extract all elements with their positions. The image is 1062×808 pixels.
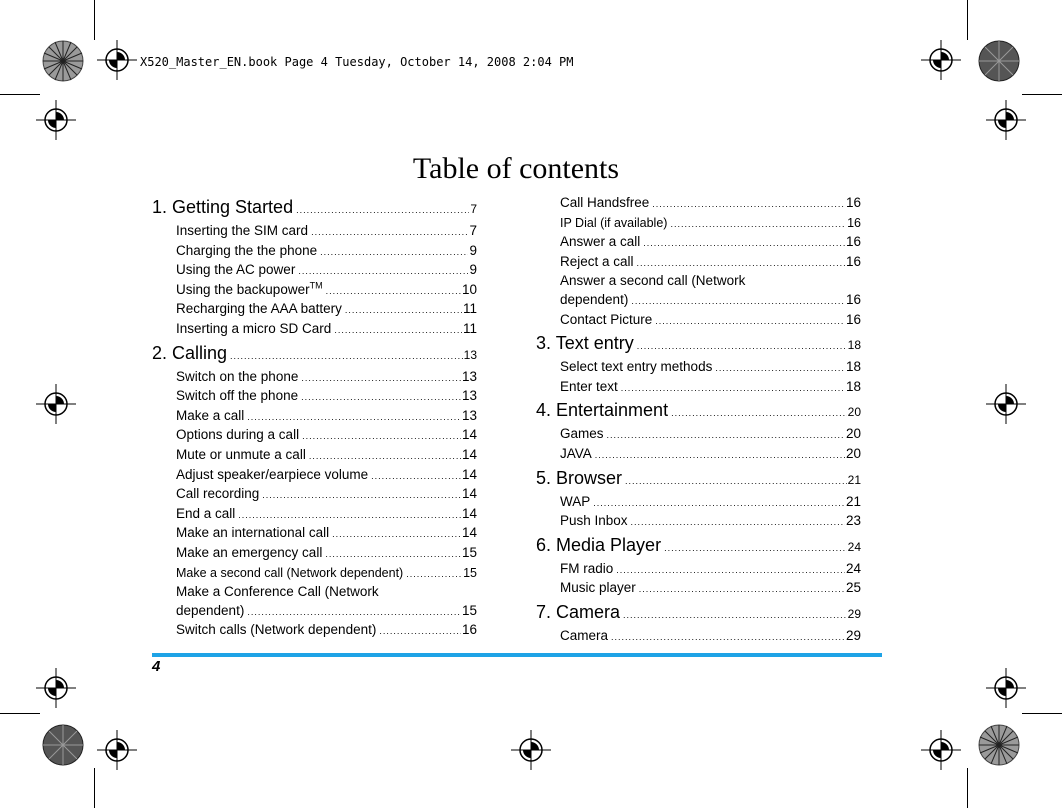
toc-chapter-entry[interactable] [536,398,861,425]
toc-entry-title [560,233,640,252]
registration-mark-icon [986,668,1026,708]
toc-entry-text: Games [560,426,604,442]
toc-entry-text: 7. Camera [536,601,621,622]
toc-entry-title [176,368,298,387]
toc-leader-dots [247,603,461,622]
toc-entry-text: Select text entry methods [560,359,713,375]
registration-mark-icon [97,40,137,80]
toc-entry-text: Contact Picture [560,311,653,327]
toc-entry-text: Reject a call [560,253,634,269]
toc-leader-dots [325,545,461,564]
toc-section-entry[interactable] [152,544,477,564]
toc-entry-title [536,533,661,557]
toc-page-number: 11 [462,320,477,336]
toc-page-number: 16 [845,311,861,327]
toc-leader-dots [652,195,845,214]
toc-section-entry[interactable] [536,579,861,599]
registration-mark-icon [986,384,1026,424]
toc-section-entry[interactable] [536,512,861,532]
toc-entry-text: Music player [560,580,636,596]
toc-entry-text: Push Inbox [560,513,628,529]
toc-page-number: 20 [845,445,861,461]
toc-page-number: 18 [847,338,861,353]
toc-leader-dots [621,379,845,398]
registration-mark-icon [36,100,76,140]
toc-entry-text: 1. Getting Started [152,197,294,217]
toc-section-entry[interactable] [536,560,861,580]
toc-page-number: 15 [461,602,477,618]
toc-entry-title [176,621,376,640]
toc-page-number: 16 [845,195,861,210]
toc-entry-title [176,320,331,339]
toc-page-number: 9 [469,242,477,258]
toc-page-number: 16 [845,291,861,307]
toc-entry-title [536,331,634,355]
toc-entry-title [176,446,306,465]
toc-page-number: 14 [461,446,477,462]
toc-leader-dots [262,486,461,505]
toc-page-number: 14 [461,525,477,541]
registration-mark-icon [97,730,137,770]
toc-leader-dots [406,565,462,584]
toc-page-number: 21 [845,493,861,509]
toc-entry-text: Using the AC power [176,262,296,278]
toc-entry-text: Inserting the SIM card [176,223,309,238]
toc-leader-dots [623,603,847,627]
toc-entry-text: 2. Calling [152,342,228,363]
toc-page-number: 15 [461,544,477,560]
toc-section-entry[interactable] [152,466,477,486]
toc-page-number: 7 [470,202,477,216]
toc-entry-title [560,311,652,330]
toc-entry-title [560,512,628,531]
toc-leader-dots [302,427,461,446]
registration-mark-icon [511,730,551,770]
crop-mark [94,0,95,40]
toc-section-entry[interactable] [536,493,861,513]
toc-section-entry[interactable] [152,485,477,505]
toc-page-number: 18 [845,378,861,394]
toc-entry-text: 4. Entertainment [536,400,669,421]
toc-page-number: 20 [845,426,861,442]
toc-page-number: 23 [845,513,861,529]
toc-entry-text: Switch calls (Network dependent) [176,622,377,638]
toc-leader-dots [334,321,462,340]
crop-mark [94,768,95,808]
toc-entry-title-continued: dependent) [176,602,245,618]
toc-section-entry[interactable] [152,300,477,320]
toc-page-number: 24 [845,560,861,576]
toc-entry-text: 5. Browser [536,467,623,488]
toc-page-number: 16 [847,215,861,230]
toc-leader-dots [309,447,461,466]
toc-leader-dots [643,234,845,253]
toc-entry-text: 3. Text entry [536,333,634,354]
toc-section-entry[interactable] [536,445,861,465]
toc-leader-dots [230,344,463,368]
crop-mark [1022,94,1062,95]
toc-section-entry[interactable] [536,253,861,273]
toc-entry-title: Make a Conference Call (Network [176,584,379,600]
toc-section-entry[interactable] [152,368,477,388]
toc-entry-title [176,426,299,445]
toc-left-column [152,194,477,641]
toc-page-number: 11 [462,301,477,317]
toc-chapter-entry[interactable] [536,533,861,560]
toc-entry-text: Switch off the phone [176,388,299,404]
toc-page-number: 14 [461,466,477,482]
toc-page-number: 20 [847,405,861,420]
toc-chapter-entry[interactable] [536,466,861,493]
toc-leader-dots [655,312,845,331]
toc-entry-text: End a call [176,505,236,521]
toc-leader-dots [320,243,468,262]
toc-entry-title [176,261,295,280]
toc-section-entry[interactable] [536,311,861,331]
toc-entry-line [176,602,477,622]
toc-entry-title [152,195,293,219]
footer-rule [152,653,882,657]
toc-leader-dots [301,388,461,407]
toc-entry-title [176,300,342,319]
registration-mark-icon [921,40,961,80]
crop-mark [0,713,40,714]
star-target-icon [38,36,88,86]
toc-page-number: 13 [461,407,477,423]
toc-entry-title: Answer a second call (Network [560,273,746,289]
toc-page-number: 21 [847,472,861,487]
toc-entry-title [176,242,317,261]
toc-entry-title [176,505,235,524]
registration-mark-icon [36,384,76,424]
toc-section-entry[interactable] [536,378,861,398]
toc-page-number: 13 [463,347,477,362]
crop-mark [0,94,40,95]
toc-entry-title [176,466,368,485]
toc-entry-text: Call recording [176,486,260,502]
crop-mark [967,768,968,808]
toc-entry-title [560,627,608,646]
toc-page-number: 14 [461,427,477,443]
star-target-icon [38,720,88,770]
toc-chapter-entry[interactable] [152,195,477,222]
toc-entry-title [152,341,227,365]
toc-section-entry[interactable] [152,621,477,641]
toc-page-number: 29 [847,606,861,621]
toc-leader-dots [631,292,845,311]
toc-entry-title [176,407,244,426]
toc-section-entry[interactable] [536,425,861,445]
toc-leader-dots [247,408,461,427]
toc-entry-text: Adjust speaker/earpiece volume [176,466,369,482]
toc-leader-dots [326,282,461,301]
registration-mark-icon [986,100,1026,140]
toc-page-number: 13 [461,388,477,404]
toc-leader-dots [379,622,461,641]
toc-entry-title [560,358,712,377]
toc-section-entry[interactable] [152,320,477,340]
toc-page-number: 16 [845,253,861,269]
toc-entry-text: WAP [560,493,591,509]
toc-entry-title [560,445,592,464]
toc-entry-text: Make an emergency call [176,544,323,560]
toc-entry-title [176,564,403,583]
toc-page-number: 16 [845,234,861,250]
toc-leader-dots [625,469,847,493]
toc-leader-dots [631,513,845,532]
toc-leader-dots [371,467,461,486]
crop-mark [967,0,968,40]
toc-section-entry[interactable] [152,524,477,544]
page-number: 4 [152,658,161,675]
toc-entry-title [560,579,636,598]
registration-mark-icon [36,668,76,708]
toc-leader-dots [637,254,845,273]
toc-leader-dots [637,334,847,358]
toc-section-entry[interactable] [152,564,477,584]
toc-page-number: 9 [469,262,477,278]
toc-entry-text: Charging the the phone [176,242,318,258]
toc-leader-dots [611,628,845,647]
toc-section-entry[interactable] [152,446,477,466]
toc-entry-title [536,600,620,624]
toc-leader-dots [345,301,462,320]
toc-section-entry[interactable] [536,627,861,647]
toc-entry-title [176,524,329,543]
star-target-icon [974,720,1024,770]
toc-entry-text: FM radio [560,560,614,576]
toc-entry-text: Recharging the AAA battery [176,301,342,317]
toc-leader-dots [639,580,845,599]
toc-leader-dots [670,215,846,234]
trademark-mark: TM [309,280,323,291]
toc-entry-title [560,378,618,397]
toc-entry-text: Options during a call [176,427,300,443]
toc-leader-dots [593,494,845,513]
toc-page-number: 15 [463,565,477,580]
toc-leader-dots [301,369,461,388]
toc-page-number: 29 [845,627,861,643]
toc-entry-text: Make an international call [176,525,330,541]
crop-mark [1022,713,1062,714]
toc-chapter-entry[interactable] [152,341,477,368]
toc-leader-dots [298,262,468,281]
toc-page-number: 14 [461,505,477,521]
toc-entry-text: Make a call [176,407,245,423]
print-header-slug: X520_Master_EN.book Page 4 Tuesday, October 14, 2008 2:04 PM [140,55,574,69]
toc-entry-text: JAVA [560,445,592,461]
toc-entry-text: Mute or unmute a call [176,446,306,462]
toc-section-entry[interactable] [152,281,477,301]
toc-section-entry[interactable] [536,272,861,310]
toc-entry-title [176,485,259,504]
toc-entry-line [560,291,861,311]
registration-mark-icon [921,730,961,770]
toc-entry-text: IP Dial (if available) [560,215,668,230]
toc-section-entry[interactable] [152,222,477,242]
toc-leader-dots [671,401,847,425]
toc-chapter-entry[interactable] [536,331,861,358]
toc-page-number: 14 [461,486,477,502]
toc-entry-text: Answer a call [560,234,641,250]
toc-section-entry[interactable] [152,426,477,446]
toc-page-number: 7 [469,223,477,238]
toc-section-entry[interactable] [152,583,477,621]
toc-entry-text: Camera [560,627,609,643]
toc-entry-text: 6. Media Player [536,534,662,555]
toc-entry-text: Make a second call (Network dependent) [176,565,404,580]
toc-entry-title [560,253,634,272]
toc-entry-title [536,398,668,422]
toc-leader-dots [296,198,469,222]
toc-section-entry[interactable] [536,233,861,253]
toc-chapter-entry[interactable] [536,600,861,627]
toc-leader-dots [607,426,845,445]
toc-entry-title-continued: dependent) [560,291,629,307]
toc-entry-title [560,425,604,444]
toc-page-number: 18 [845,359,861,375]
toc-section-entry[interactable] [152,387,477,407]
toc-entry-title [176,544,322,563]
toc-leader-dots [311,223,468,242]
toc-section-entry[interactable] [152,505,477,525]
toc-section-entry[interactable] [152,407,477,427]
toc-section-entry[interactable] [536,214,861,234]
toc-entry-text: Using the backupower [176,281,310,297]
toc-page-number: 10 [461,281,477,297]
star-target-icon [974,36,1024,86]
toc-page-number: 16 [461,622,477,638]
toc-page-number: 13 [461,368,477,384]
toc-entry-title [560,214,667,233]
toc-entry-title [536,466,622,490]
toc-leader-dots [715,359,845,378]
toc-section-entry[interactable] [536,194,861,214]
page-title: Table of contents [412,152,620,185]
toc-leader-dots [664,536,847,560]
toc-section-entry[interactable] [152,242,477,262]
toc-section-entry[interactable] [152,261,477,281]
toc-entry-text: Switch on the phone [176,368,299,384]
toc-entry-title [560,194,649,213]
toc-leader-dots [616,561,845,580]
toc-leader-dots [332,525,461,544]
toc-entry-title [560,493,590,512]
toc-entry-title [176,387,298,406]
toc-entry-text: Inserting a micro SD Card [176,320,332,336]
toc-entry-title [176,222,308,241]
toc-right-column [536,194,861,647]
toc-entry-text: Enter text [560,378,618,394]
toc-entry-title [560,560,613,579]
toc-leader-dots [238,506,461,525]
toc-entry-text: Call Handsfree [560,195,650,210]
toc-section-entry[interactable] [536,358,861,378]
toc-page-number: 25 [845,580,861,596]
toc-leader-dots [595,446,845,465]
toc-page-number: 24 [847,539,861,554]
toc-entry-title [176,281,323,300]
